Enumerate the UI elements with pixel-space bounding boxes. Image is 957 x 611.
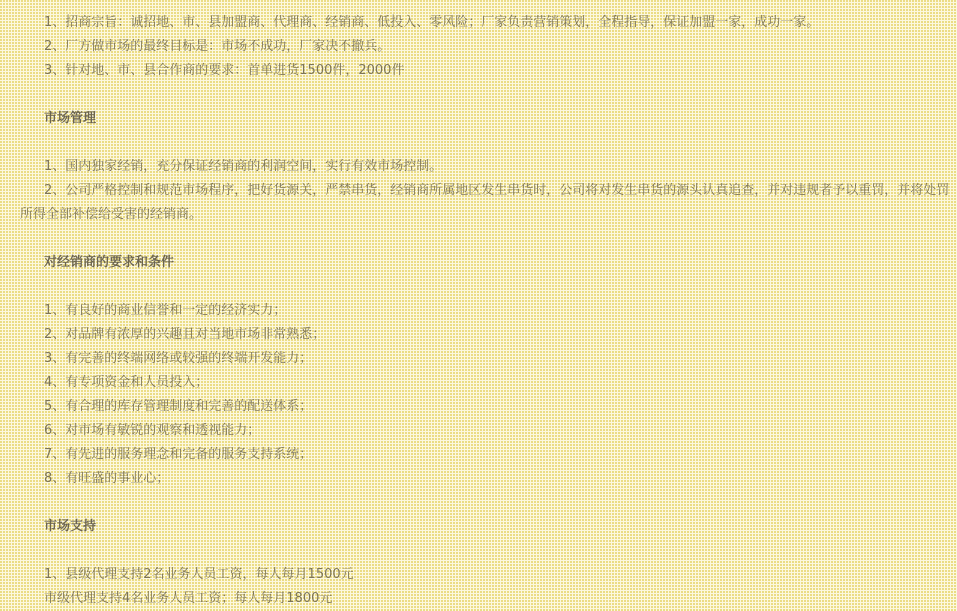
dealer-requirement-3: 3、有完善的终端网络或较强的终端开发能力； [44, 351, 313, 366]
dealer-requirement-4: 4、有专项资金和人员投入； [44, 375, 209, 390]
dealer-requirement-7: 7、有先进的服务理念和完备的服务支持系统； [44, 447, 313, 462]
dealer-requirement-6: 6、对市场有敏锐的观察和透视能力； [44, 423, 261, 438]
market-support-item-city: 市级代理支持4名业务人员工资；每人每月1800元 [44, 591, 333, 606]
dealer-requirement-8: 8、有旺盛的事业心； [44, 471, 170, 486]
dealer-requirement-2: 2、对品牌有浓厚的兴趣且对当地市场非常熟悉； [44, 327, 326, 342]
dealer-requirement-5: 5、有合理的库存管理制度和完善的配送体系； [44, 399, 313, 414]
dealer-requirement-1: 1、有良好的商业信誉和一定的经济实力； [44, 303, 287, 318]
intro-item-purpose: 1、招商宗旨：诚招地、市、县加盟商、代理商、经销商、低投入、零风险；厂家负责营销策划，全程指导，保证加盟一家，成功一家。 [44, 15, 820, 30]
section-heading-dealer-requirements: 对经销商的要求和条件 [44, 255, 175, 270]
intro-item-goal: 2、厂方做市场的最终目标是：市场不成功，厂家决不撤兵。 [44, 39, 391, 54]
intro-item-first-order: 3、针对地、市、县合作商的要求：首单进货1500件，2000件 [44, 63, 405, 78]
section-heading-market-support: 市场支持 [44, 519, 97, 534]
section-heading-market-management: 市场管理 [44, 111, 97, 126]
market-management-item-1: 1、国内独家经销，充分保证经销商的利润空间，实行有效市场控制。 [44, 159, 443, 174]
market-support-item-county: 1、县级代理支持2名业务人员工资，每人每月1500元 [44, 567, 354, 582]
market-management-item-2: 2、公司严格控制和规范市场程序，把好货源关，严禁串货，经销商所属地区发生串货时，公司将对发生串货的源头认真追查，并对违规者予以重罚，并将处罚所得全部补偿给受害的经销商。 [20, 183, 950, 222]
